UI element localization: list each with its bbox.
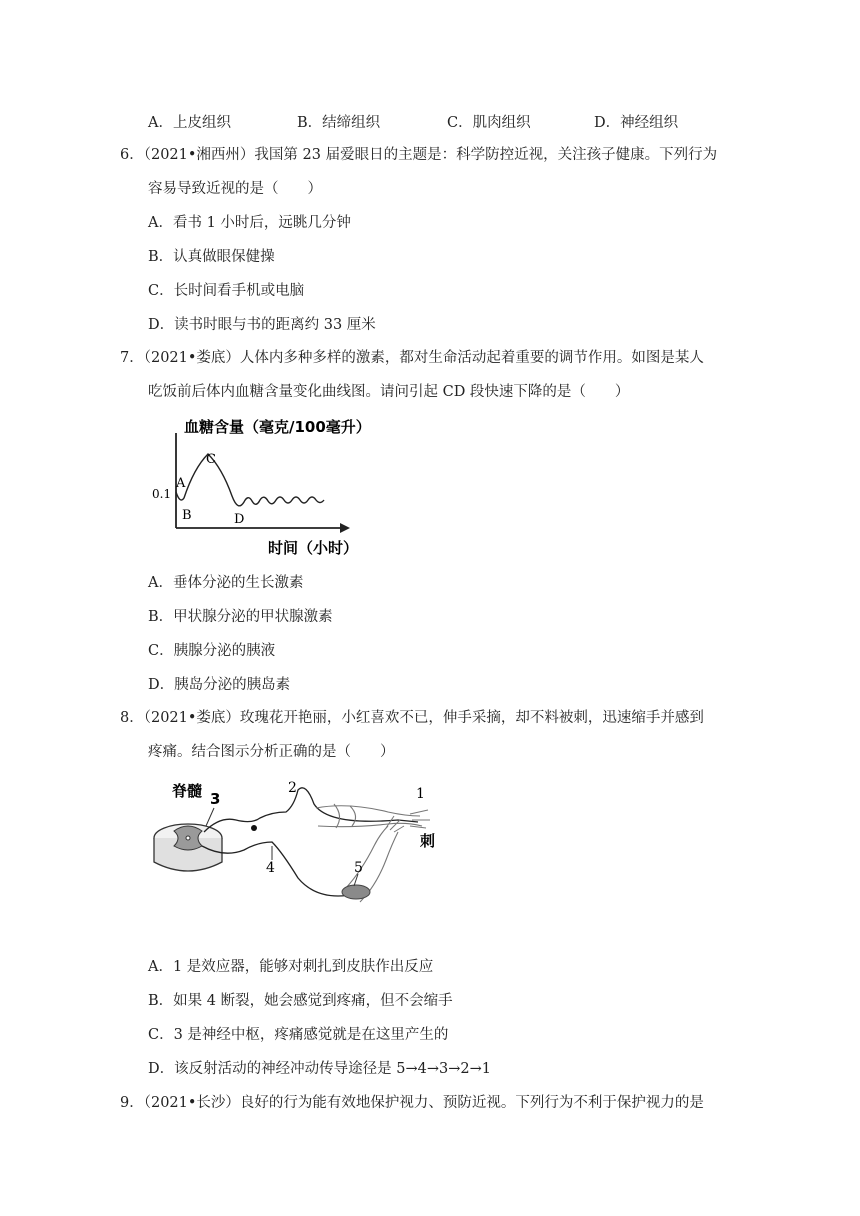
sensory-nerve <box>204 788 418 832</box>
q7-option-a: A．垂体分泌的生长激素 <box>148 575 304 591</box>
label-5: 5 <box>354 860 363 876</box>
q8-stem-line1: 8．（2021•娄底）玫瑰花开艳丽，小红喜欢不已，伸手采摘，却不料被刺，迅速缩手并感到 <box>120 710 704 726</box>
q7-stem-line2: 吃饭前后体内血糖含量变化曲线图。请问引起 CD 段快速下降的是（ ） <box>148 384 630 400</box>
label-1: 1 <box>416 786 425 802</box>
point-a-label: A <box>176 476 186 491</box>
q5-option-c: C．肌肉组织 <box>447 115 531 131</box>
blood-sugar-figure <box>140 408 380 563</box>
q8-option-a: A．1 是效应器，能够对刺扎到皮肤作出反应 <box>148 959 434 975</box>
q7-option-b: B．甲状腺分泌的甲状腺激素 <box>148 609 333 625</box>
point-c-label: C <box>206 452 216 467</box>
q8-option-c: C．3 是神经中枢，疼痛感觉就是在这里产生的 <box>148 1027 449 1043</box>
q6-stem-line2: 容易导致近视的是（ ） <box>148 181 322 197</box>
q8-option-b: B．如果 4 断裂，她会感觉到疼痛，但不会缩手 <box>148 993 453 1009</box>
reflex-arc-figure <box>148 776 448 926</box>
q6-option-d: D．读书时眼与书的距离约 33 厘米 <box>148 317 376 333</box>
y-tick-label: 0.1 <box>152 487 172 501</box>
q5-option-a: A．上皮组织 <box>148 115 231 131</box>
q8-stem-line2: 疼痛。结合图示分析正确的是（ ） <box>148 744 395 760</box>
figure-xlabel: 时间（小时） <box>268 539 359 557</box>
label-2: 2 <box>288 780 297 796</box>
q5-option-d: D．神经组织 <box>594 115 679 131</box>
point-b-label: B <box>182 508 192 523</box>
q7-option-c: C．胰腺分泌的胰液 <box>148 643 276 659</box>
q9-stem-line1: 9．（2021•长沙）良好的行为能有效地保护视力、预防近视。下列行为不利于保护视力的是 <box>120 1095 704 1111</box>
thorn-label: 刺 <box>420 832 436 850</box>
q8-option-d: D．该反射活动的神经冲动传导途径是 5→4→3→2→1 <box>148 1061 491 1077</box>
arm-illustration <box>316 804 430 828</box>
figure-ylabel: 血糖含量（毫克/100毫升） <box>184 418 371 436</box>
muscle-illustration <box>342 816 404 902</box>
q6-option-b: B．认真做眼保健操 <box>148 249 275 265</box>
q7-stem-line1: 7．（2021•娄底）人体内多种多样的激素，都对生命活动起着重要的调节作用。如图是某人 <box>120 350 704 366</box>
point-d-label: D <box>234 512 245 527</box>
x-axis-arrow-icon <box>340 523 350 533</box>
q6-stem-line1: 6．（2021•湘西州）我国第 23 届爱眼日的主题是：科学防控近视，关注孩子健康。下列行为 <box>120 147 718 163</box>
q6-option-a: A．看书 1 小时后，远眺几分钟 <box>148 215 351 231</box>
blood-sugar-curve <box>176 454 324 506</box>
spinal-cord-illustration <box>154 824 222 871</box>
spinal-cord-label: 脊髓 <box>172 782 203 800</box>
motor-nerve <box>202 842 356 896</box>
ganglion-dot <box>251 825 257 831</box>
q5-option-b: B．结缔组织 <box>297 115 381 131</box>
label-4: 4 <box>266 860 275 876</box>
q7-option-d: D．胰岛分泌的胰岛素 <box>148 677 291 693</box>
label-3: 3 <box>210 790 221 808</box>
q6-option-c: C．长时间看手机或电脑 <box>148 283 305 299</box>
